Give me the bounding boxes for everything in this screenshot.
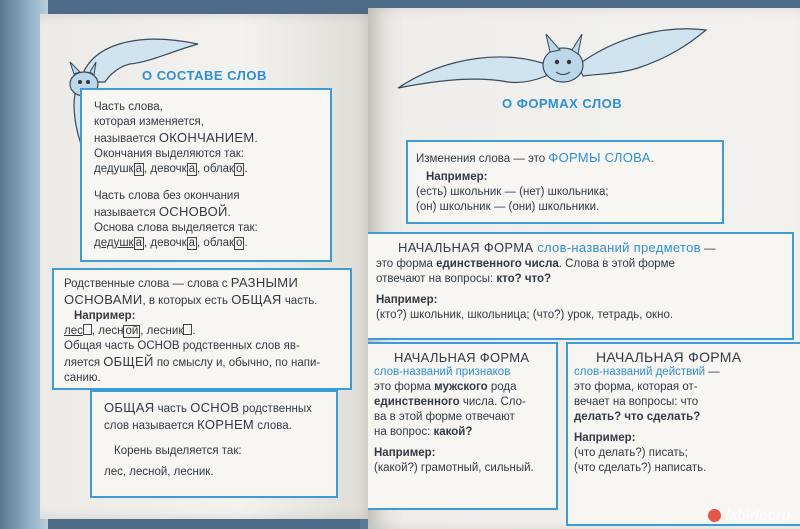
text-line: делать? что сделать? bbox=[574, 411, 701, 423]
labirint-logo-icon bbox=[708, 509, 721, 522]
text-line: (что сделать?) написать. bbox=[574, 462, 707, 474]
box-ending-and-stem bbox=[80, 88, 332, 262]
box-root bbox=[90, 390, 338, 498]
box-initial-form-nouns bbox=[368, 232, 794, 340]
box-word-forms bbox=[406, 140, 724, 224]
left-page-title: О СОСТАВЕ СЛОВ bbox=[142, 68, 267, 83]
text-line: единственного числа. Сло- bbox=[374, 396, 526, 408]
right-page-title: О ФОРМАХ СЛОВ bbox=[502, 96, 623, 111]
text-line: ОСНОВАМИ, в которых есть ОБЩАЯ часть. bbox=[64, 292, 318, 307]
term-word-forms: ФОРМЫ СЛОВА bbox=[548, 150, 651, 165]
example-related: лес , лесн ой , лесник . bbox=[64, 325, 196, 337]
text-line: слов называется КОРНЕМ слова. bbox=[104, 417, 292, 432]
text-line: вечает на вопросы: что bbox=[574, 396, 699, 408]
text-line: (какой?) грамотный, сильный. bbox=[374, 462, 534, 474]
text-line: Изменения слова — это ФОРМЫ СЛОВА. bbox=[416, 150, 654, 165]
text-line: Родственные слова — слова с РАЗНЫМИ bbox=[64, 275, 299, 290]
text-line: Окончания выделяются так: bbox=[94, 148, 244, 160]
text-line: на вопрос: какой? bbox=[374, 426, 473, 438]
text-line: ва в этой форме отвечают bbox=[374, 411, 515, 423]
box-initial-form-verbs bbox=[566, 342, 800, 526]
text-line: Часть слова без окончания bbox=[94, 190, 240, 202]
example-label: Например: bbox=[374, 447, 436, 459]
term-stem: ОСНОВОЙ bbox=[158, 204, 228, 219]
text-line: это форма единственного числа. Слова в этой форме bbox=[376, 258, 675, 270]
box-related-words bbox=[52, 268, 352, 390]
text-line: ляется ОБЩЕЙ по смыслу и, обычно, по напи- bbox=[64, 354, 321, 369]
text-line: это форма мужского рода bbox=[374, 381, 517, 393]
text-line: Корень выделяется так: bbox=[114, 445, 242, 457]
left-page bbox=[40, 14, 375, 519]
text-line: (он) школьник — (они) школьники. bbox=[416, 201, 600, 213]
term-ending: ОКОНЧАНИЕМ bbox=[158, 130, 255, 145]
text-line: называется ОКОНЧАНИЕМ. bbox=[94, 130, 258, 145]
term-adjective-names: слов-названий признаков bbox=[374, 366, 511, 378]
heading-line: НАЧАЛЬНАЯ ФОРМА bbox=[394, 350, 530, 365]
example-label: Например: bbox=[574, 432, 636, 444]
bat-illustration-right bbox=[388, 10, 708, 110]
text-line: которая изменяется, bbox=[94, 116, 204, 128]
example-label: Например: bbox=[74, 310, 136, 322]
example-label: Например: bbox=[426, 171, 488, 183]
example-stems: дедушк а , девочк а , облак о . bbox=[94, 237, 248, 249]
text-line: (есть) школьник — (нет) школьника; bbox=[416, 186, 609, 198]
watermark: labirint.ru bbox=[708, 507, 790, 523]
term-root: КОРНЕМ bbox=[197, 417, 255, 432]
text-line: Общая часть ОСНОВ родственных слов яв- bbox=[64, 340, 300, 352]
text-line: ОБЩАЯ часть ОСНОВ родственных bbox=[104, 400, 312, 415]
example-roots: лес, лесной, лесник. bbox=[104, 466, 214, 478]
text-line: называется ОСНОВОЙ. bbox=[94, 204, 231, 219]
text-line: Часть слова, bbox=[94, 101, 163, 113]
example-label: Например: bbox=[376, 294, 438, 306]
heading-line: НАЧАЛЬНАЯ ФОРМА bbox=[596, 349, 742, 365]
heading-term-line: слов-названий действий — bbox=[574, 366, 720, 378]
text-line: (кто?) школьник, школьница; (что?) урок, тетрадь, окно. bbox=[376, 309, 674, 321]
example-endings: дедушк а , девочк а , облак о . bbox=[94, 163, 248, 175]
text-line: это форма, которая от- bbox=[574, 381, 698, 393]
text-line: (что делать?) писать; bbox=[574, 447, 688, 459]
text-line: санию. bbox=[64, 372, 101, 384]
heading-line: НАЧАЛЬНАЯ ФОРМА слов-названий предметов — bbox=[398, 240, 716, 255]
text-line: Основа слова выделяется так: bbox=[94, 222, 258, 234]
box-initial-form-adjectives bbox=[368, 342, 558, 510]
text-line: отвечают на вопросы: кто? что? bbox=[376, 273, 552, 285]
right-page bbox=[368, 8, 800, 529]
